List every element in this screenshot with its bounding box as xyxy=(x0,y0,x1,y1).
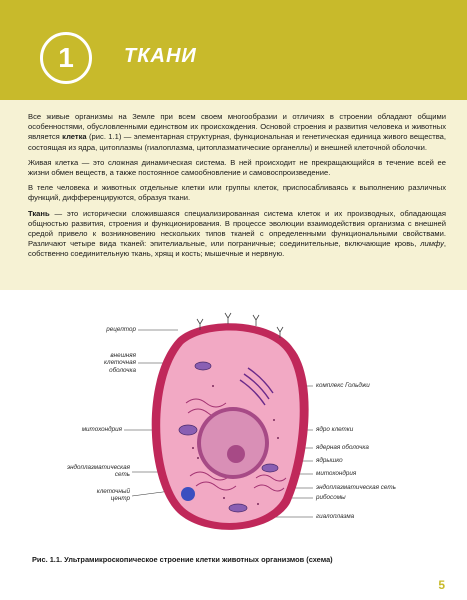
cell-body xyxy=(152,313,309,530)
caption-prefix: Рис. 1.1. xyxy=(32,555,63,564)
label-nucleolus: ядрышко xyxy=(316,457,343,464)
label-er-left-line2: сеть xyxy=(114,471,130,479)
label-outer-membrane-line2: клеточная xyxy=(104,359,136,367)
caption-text: Ультрамикроскопическое строение клетки животных организмов (схема) xyxy=(62,555,333,564)
label-er-right: эндоплазматическая сеть xyxy=(316,484,396,491)
label-receptor: рецептор xyxy=(106,326,136,333)
label-ribosomes: рибосомы xyxy=(316,494,346,501)
paragraph-4 xyxy=(28,209,446,260)
label-centrosome-line1: клеточный xyxy=(96,488,130,495)
label-nucleus: ядро клетки xyxy=(316,426,354,433)
label-er-left-line1: эндоплазматическая xyxy=(66,464,130,471)
paragraph-4-part-d: , собственно соединительную ткань, хрящ и кость; мышечные и нервную. xyxy=(28,239,446,259)
label-nuclear-membrane: ядерная оболочка xyxy=(316,444,369,451)
term-lymph: лимфу xyxy=(420,239,444,249)
label-centrosome xyxy=(68,488,130,503)
cell-figure xyxy=(28,308,446,538)
label-hyaloplasm: гиалоплазма xyxy=(316,513,355,520)
paragraph-4-part-b: — это исторически сложившаяся специализированная система клеток и их производных, обладающая общностью развития, строения и функционирования. В процессе эволюции взаимодействия организма с внешней средой привело к возникновению нескольких типов тканей с определенными функциональными свойствами. Различают четыре вида тканей: эпителиальные, или пограничные; соединительные, включающие кровь, xyxy=(28,208,446,249)
label-er-left xyxy=(48,464,130,479)
paragraph-1-part-a: Все живые организмы на Земле при всем своем многообразии и отличиях в строении обладают общими особенностями, обусловленными единством их происхождения. Основой строения и развития человека и животных является xyxy=(28,112,446,142)
chapter-title: ТКАНИ xyxy=(124,45,197,67)
label-golgi: комплекс Гольджи xyxy=(316,382,370,389)
paragraph-1 xyxy=(28,112,446,153)
label-outer-membrane-line3: оболочка xyxy=(109,366,136,374)
page-number: 5 xyxy=(438,578,445,592)
paragraph-3: В теле человека и животных отдельные клетки или группы клеток, приспосабливаясь к выполнению различных функций, дифференцируются, образуя ткани. xyxy=(28,183,446,203)
figure-caption xyxy=(32,555,442,564)
label-outer-membrane xyxy=(68,352,136,374)
nucleus xyxy=(197,407,269,479)
label-outer-membrane-line1: внешняя xyxy=(110,352,136,359)
chapter-header xyxy=(0,0,467,100)
label-centrosome-line2: центр xyxy=(110,495,130,503)
paragraph-1-part-c: (рис. 1.1) — элементарная структурная, функциональная и генетическая единица живого вещества, состоящая из ядра, цитоплазмы (гиалоплазма, цитоплазматические органеллы) и внешней клеточной оболочки. xyxy=(28,132,446,152)
body-text xyxy=(28,112,446,265)
cell-illustration xyxy=(28,308,446,538)
chapter-number-badge: 1 xyxy=(40,32,92,84)
term-tissue: Ткань xyxy=(28,208,50,218)
term-cell: клетка xyxy=(62,132,87,142)
centrosome xyxy=(181,487,195,501)
label-mitochondria-right: митохондрия xyxy=(316,470,357,477)
label-mitochondria-left: митохондрия xyxy=(81,426,122,433)
paragraph-2: Живая клетка — это сложная динамическая система. В ней происходит не прекращающийся в течение всей ее жизни обмен веществ, а также постоянное самообновление и самовоспроизведение. xyxy=(28,157,446,178)
